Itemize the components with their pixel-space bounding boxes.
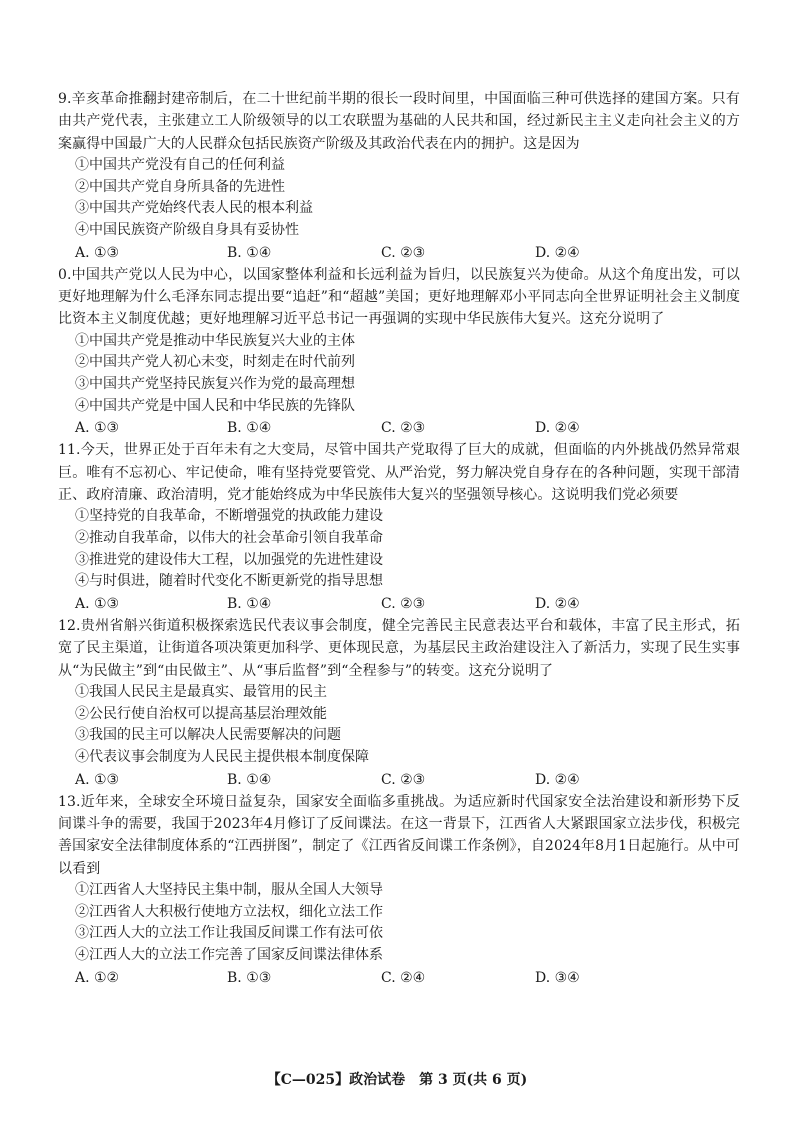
choice-d: D. ②④ (535, 596, 580, 613)
answer-choices (58, 242, 740, 264)
answer-choices (58, 967, 740, 989)
option-1: ①中国共产党没有自己的任何利益 (75, 156, 285, 173)
choice-d: D. ②④ (535, 244, 580, 261)
option-3: ③中国共产党始终代表人民的根本利益 (75, 200, 313, 217)
question-stem: 13.近年来，全球安全环境日益复杂，国家安全面临多重挑战。为适应新时代国家安全法治建设和新形势下反间谍斗争的需要，我国于2023年4月修订了反间谍法。在这一背景下，江西省人大紧跟国家立法步伐，积极完善国家安全法律制度体系的“江西拼图”，制定了《江西省反间谍工作条例》，自2024年8月1日起施行。从中可以看到 (58, 793, 740, 877)
answer-choices (58, 769, 740, 791)
option-2: ②中国共产党人初心未变，时刻走在时代前列 (75, 354, 355, 371)
question-stem: 11.今天，世界正处于百年未有之大变局，尽管中国共产党取得了巨大的成就，但面临的内外挑战仍然异常艰巨。唯有不忘初心、牢记使命，唯有坚持党要管党、从严治党，努力解决党自身存在的各种问题，实现干部清正、政府清廉、政治清明，党才能始终成为中华民族伟大复兴的坚强领导核心。这说明我们党必须要 (58, 442, 740, 503)
option-3: ③推进党的建设伟大工程，以加强党的先进性建设 (75, 551, 383, 568)
choice-c: C. ②④ (381, 969, 426, 986)
choice-c: C. ②③ (381, 596, 426, 613)
option-1: ①中国共产党是推动中华民族复兴大业的主体 (75, 332, 355, 349)
choice-a: A. ①③ (75, 420, 120, 437)
choice-d: D. ②④ (535, 420, 580, 437)
question-9 (58, 88, 740, 264)
page-footer: 【C—025】政治试卷 第 3 页(共 6 页) (266, 1072, 528, 1088)
option-3: ③我国的民主可以解决人民需要解决的问题 (75, 727, 341, 744)
choice-a: A. ①③ (75, 596, 120, 613)
question-13 (58, 791, 740, 989)
question-10 (58, 264, 740, 440)
option-1: ①坚持党的自我革命，不断增强党的执政能力建设 (75, 508, 383, 525)
choice-b: B. ①③ (227, 969, 272, 986)
choice-a: A. ①③ (75, 244, 120, 261)
choice-b: B. ①④ (227, 771, 272, 788)
choice-a: A. ①② (75, 969, 120, 986)
choice-c: C. ②③ (381, 420, 426, 437)
choice-b: B. ①④ (227, 596, 272, 613)
question-stem: 12.贵州省斛兴街道积极探索选民代表议事会制度，健全完善民主民意表达平台和载体，丰富了民主形式，拓宽了民主渠道，让街道各项决策更加科学、更体现民意，为基层民主政治建设注入了新活力，实现了民生实事从“为民做主”到“由民做主”、从“事后监督”到“全程参与”的转变。这充分说明了 (58, 618, 740, 679)
option-2: ②公民行使自治权可以提高基层治理效能 (75, 705, 327, 722)
option-2: ②中国共产党自身所具备的先进性 (75, 178, 285, 195)
choice-a: A. ①③ (75, 771, 120, 788)
choice-c: C. ②③ (381, 771, 426, 788)
option-4: ④中国民族资产阶级自身具有妥协性 (75, 222, 299, 238)
option-1: ①我国人民民主是最真实、最管用的民主 (75, 684, 327, 700)
option-4: ④代表议事会制度为人民民主提供根本制度保障 (75, 749, 369, 766)
choice-b: B. ①④ (227, 420, 272, 437)
choice-d: D. ②④ (535, 771, 580, 788)
option-4: ④中国共产党是中国人民和中华民族的先锋队 (75, 397, 355, 414)
option-2: ②推动自我革命，以伟大的社会革命引领自我革命 (75, 530, 383, 546)
question-stem: 0.中国共产党以人民为中心，以国家整体利益和长远利益为旨归，以民族复兴为使命。从这个角度出发，可以更好地理解为什么毛泽东同志提出要“追赶”和“超越”美国；更好地理解邓小平同志向全世界证明社会主义制度比资本主义制度优越；更好地理解习近平总书记一再强调的实现中华民族伟大复兴。这充分说明了 (58, 266, 740, 328)
answer-choices (58, 417, 740, 439)
option-4: ④江西人大的立法工作完善了国家反间谍法律体系 (75, 947, 383, 964)
choice-b: B. ①④ (227, 244, 272, 261)
option-3: ③中国共产党坚持民族复兴作为党的最高理想 (75, 376, 355, 392)
question-stem: 9.辛亥革命推翻封建帝制后，在二十世纪前半期的很长一段时间里，中国面临三种可供选择的建国方案。只有由共产党代表，主张建立工人阶级领导的以工农联盟为基础的人民共和国，经过新民主主义走向社会主义的方案赢得中国最广大的人民群众包括民族资产阶级及其政治代表在内的拥护。这是因为 (58, 91, 740, 152)
choice-d: D. ③④ (535, 969, 580, 986)
option-4: ④与时俱进，随着时代变化不断更新党的指导思想 (75, 573, 383, 590)
choice-c: C. ②③ (381, 244, 426, 261)
question-list (58, 88, 740, 989)
question-11 (58, 439, 740, 615)
option-3: ③江西人大的立法工作让我国反间谍工作有法可依 (75, 925, 383, 942)
question-12 (58, 615, 740, 791)
option-2: ②江西省人大积极行使地方立法权，细化立法工作 (75, 903, 383, 920)
option-1: ①江西省人大坚持民主集中制，服从全国人大领导 (75, 882, 383, 898)
answer-choices (58, 593, 740, 615)
